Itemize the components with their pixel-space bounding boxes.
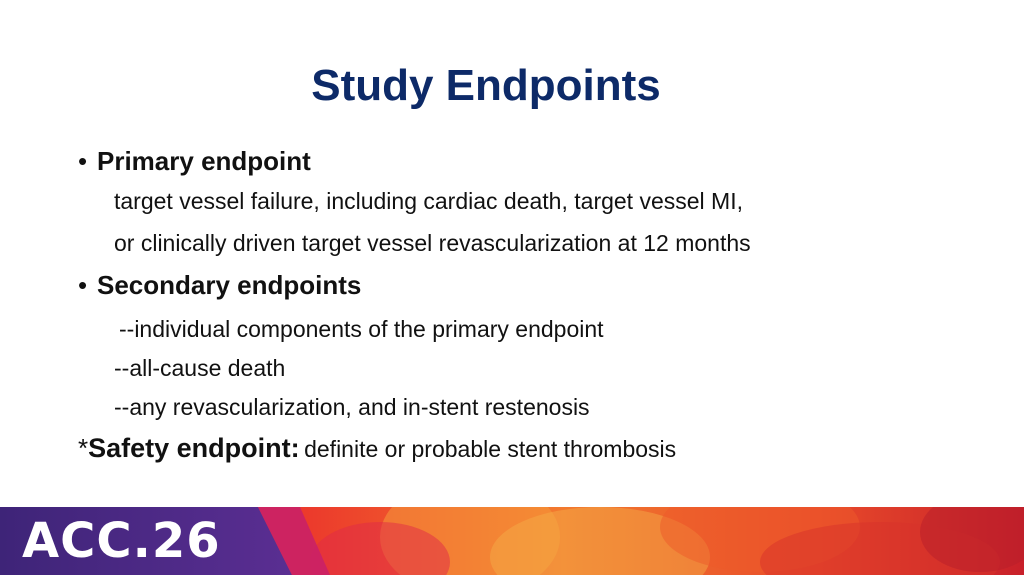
safety-endpoint-label: Safety endpoint: (88, 433, 300, 463)
primary-endpoint-heading (78, 145, 311, 177)
secondary-endpoints-label: Secondary endpoints (97, 270, 362, 300)
secondary-endpoint-line-1: --individual components of the primary endpoint (119, 316, 604, 342)
bullet-icon: • (78, 270, 88, 300)
primary-endpoint-line-1: target vessel failure, including cardiac death, target vessel MI, (114, 188, 743, 214)
bullet-icon: • (78, 146, 88, 176)
acc-logo: ACC.26 (22, 513, 221, 569)
safety-asterisk: * (78, 433, 89, 463)
primary-endpoint-line-2: or clinically driven target vessel revascularization at 12 months (114, 230, 751, 256)
slide-title: Study Endpoints (311, 61, 661, 110)
secondary-endpoint-line-2: --all-cause death (114, 355, 286, 381)
secondary-endpoints-heading (78, 269, 361, 301)
secondary-endpoint-line-3: --any revascularization, and in-stent restenosis (114, 394, 590, 420)
primary-endpoint-label: Primary endpoint (97, 146, 311, 176)
safety-endpoint-text: definite or probable stent thrombosis (304, 436, 677, 462)
safety-endpoint (78, 430, 676, 471)
